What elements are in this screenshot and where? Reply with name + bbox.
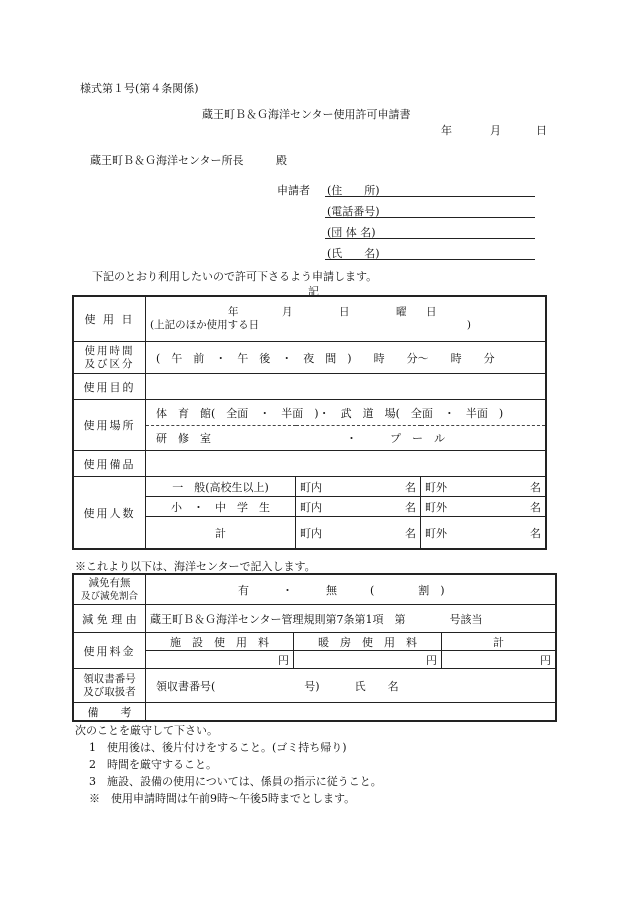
office-use-note: ※これより以下は、海洋センターで記入します。 <box>75 560 316 573</box>
use-date-row1 <box>150 306 541 319</box>
pool: ・ プ ー ル <box>346 432 445 445</box>
use-time-label-line1: 使用時間 <box>84 344 135 357</box>
fee-total-field[interactable]: 円 <box>442 651 556 669</box>
applicant-group-label: (団 体 名) <box>327 226 376 239</box>
fee-total-header: 計 <box>442 633 556 651</box>
place-label: 使用場所 <box>74 400 146 451</box>
in-town-label: 町内 <box>300 500 322 514</box>
in-town-label: 町内 <box>300 526 322 540</box>
use-date-month: 月 <box>282 306 293 318</box>
equipment-field[interactable] <box>146 451 546 477</box>
use-date-row2 <box>150 319 541 332</box>
training-room: 研 修 室 <box>156 432 211 445</box>
rule-item: 1 使用後は、後片付けをすること。(ゴミ持ち帰り) <box>89 741 347 754</box>
reduction-field[interactable]: 有 ・ 無 ( 割 ) <box>146 575 556 605</box>
receipt-field[interactable] <box>146 669 556 703</box>
receipt-number-label: 領収書番号( <box>156 679 216 693</box>
remarks-field[interactable] <box>146 703 556 721</box>
ki-label: 記 <box>308 285 319 298</box>
use-time-field[interactable]: ( 午 前 ・ 午 後 ・ 夜 間 ) 時 分〜 時 分 <box>146 342 546 374</box>
rules-intro: 次のことを厳守して下さい。 <box>75 724 218 737</box>
reduction-label-line2: 及び減免割合 <box>80 590 138 602</box>
people-category: 小 ・ 中 学 生 <box>146 497 296 517</box>
honorific: 殿 <box>276 154 287 167</box>
applicant-address-label: (住 所) <box>327 184 380 197</box>
people-out-town[interactable] <box>421 477 546 497</box>
heating-fee-field[interactable]: 円 <box>294 651 442 669</box>
rule-item: 2 時間を厳守すること。 <box>89 758 217 771</box>
use-date-label: 使 用 日 <box>74 297 146 342</box>
use-date-field[interactable] <box>146 297 546 342</box>
date-year: 年 <box>441 124 452 137</box>
heating-fee-header: 暖 房 使 用 料 <box>294 633 442 651</box>
office-table <box>73 574 556 721</box>
reduction-reason-field[interactable]: 蔵王町Ｂ＆Ｇ海洋センター管理規則第7条第1項 第 号該当 <box>146 605 556 633</box>
receipt-label-line2: 及び取扱者 <box>83 685 136 698</box>
purpose-label: 使用目的 <box>74 374 146 400</box>
out-town-unit: 名 <box>530 480 541 494</box>
in-town-label: 町内 <box>300 480 322 494</box>
out-town-label: 町外 <box>425 480 447 494</box>
applicant-phone-line[interactable] <box>325 217 535 218</box>
use-time-label-line2: 及び区分 <box>84 357 135 370</box>
people-total-label: 計 <box>146 517 296 549</box>
facility-fee-header: 施 設 使 用 料 <box>146 633 294 651</box>
receipt-number-suffix: 号) <box>304 679 320 693</box>
fee-label: 使用料金 <box>74 633 146 669</box>
request-text: 下記のとおり利用したいので許可下さるよう申請します。 <box>92 270 378 283</box>
receipt-label-line1: 領収書番号 <box>83 672 136 685</box>
rule-item: ※ 使用申請時間は午前9時〜午後5時までとします。 <box>89 792 356 805</box>
applicant-label: 申請者 <box>277 184 310 197</box>
purpose-field[interactable] <box>146 374 546 400</box>
out-town-unit: 名 <box>530 526 541 540</box>
reduction-reason-label: 減 免 理 由 <box>74 605 146 633</box>
other-dates-prefix: (上記のほか使用する日 <box>150 319 260 331</box>
applicant-group-line[interactable] <box>325 238 535 239</box>
date-day: 日 <box>536 124 547 137</box>
applicant-name-line[interactable] <box>325 259 535 260</box>
people-in-town[interactable] <box>296 477 421 497</box>
use-time-label <box>74 342 146 374</box>
in-town-unit: 名 <box>405 526 416 540</box>
out-town-label: 町外 <box>425 500 447 514</box>
form-title: 蔵王町Ｂ＆Ｇ海洋センター使用許可申請書 <box>202 108 411 121</box>
equipment-label: 使用備品 <box>74 451 146 477</box>
place-row2[interactable] <box>146 426 546 451</box>
application-table <box>73 296 546 549</box>
receipt-label <box>74 669 146 703</box>
reduction-label <box>74 575 146 605</box>
use-date-year: 年 <box>228 306 239 318</box>
rule-item: 3 施設、設備の使用については、係員の指示に従うこと。 <box>89 775 382 788</box>
in-town-unit: 名 <box>405 480 416 494</box>
people-in-town[interactable] <box>296 517 421 549</box>
date-month: 月 <box>490 124 501 137</box>
applicant-address-line[interactable] <box>325 196 535 197</box>
people-in-town[interactable] <box>296 497 421 517</box>
use-date-weekday-suffix: 日 <box>426 306 437 318</box>
handler-name-label: 氏 名 <box>354 679 399 693</box>
in-town-unit: 名 <box>405 500 416 514</box>
people-out-town[interactable] <box>421 517 546 549</box>
other-dates-suffix: ) <box>466 319 471 331</box>
remarks-label: 備 考 <box>74 703 146 721</box>
use-date-weekday: 曜 <box>396 306 407 318</box>
out-town-unit: 名 <box>530 500 541 514</box>
place-row1[interactable]: 体 育 館( 全面 ・ 半面 )・ 武 道 場( 全面 ・ 半面 ) <box>146 400 546 426</box>
people-out-town[interactable] <box>421 497 546 517</box>
applicant-phone-label: (電話番号) <box>327 205 380 218</box>
people-label: 使用人数 <box>74 477 146 549</box>
reduction-label-line1: 減免有無 <box>88 576 131 589</box>
out-town-label: 町外 <box>425 526 447 540</box>
people-category: 一 般(高校生以上) <box>146 477 296 497</box>
form-number: 様式第１号(第４条関係) <box>80 82 199 95</box>
use-date-day: 日 <box>339 306 350 318</box>
addressee: 蔵王町Ｂ＆Ｇ海洋センター所長 <box>90 154 244 167</box>
facility-fee-field[interactable]: 円 <box>146 651 294 669</box>
applicant-name-label: (氏 名) <box>327 247 380 260</box>
